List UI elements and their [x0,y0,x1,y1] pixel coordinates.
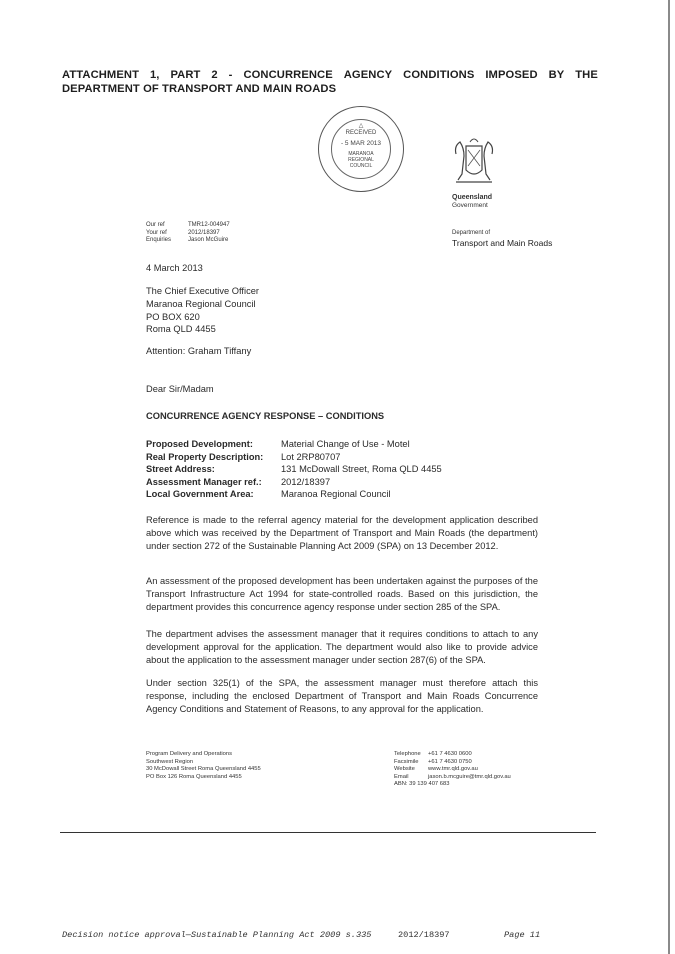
department-name: Transport and Main Roads [452,238,553,248]
stamp-triangle-icon: △ [358,123,364,129]
property-row: Street Address: 131 McDowall Street, Roma QLD 4455 [146,464,442,475]
reference-block [146,222,230,245]
recipient-address: The Chief Executive Officer Maranoa Regional Council PO BOX 620 Roma QLD 4455 [146,286,259,335]
footer-page-number: Page 11 [504,930,541,940]
property-row: Proposed Development: Material Change of Use - Motel [146,439,410,449]
paragraph-conditions: The department advises the assessment manager that it requires conditions to attach to any development approval for the application. The department would also like to provide advice about the application to the assessment manager under section 287(6) of the SPA. [146,629,538,665]
footer-title: Decision notice approval—Sustainable Planning Act 2009 s.335 [62,930,372,940]
queensland-government-wordmark: Queensland Government [452,194,493,209]
queensland-crest-icon [452,136,496,190]
property-row: Assessment Manager ref.: 2012/18397 [146,476,331,487]
stamp-label: RECEIVED [345,130,377,136]
paragraph-reference: Reference is made to the referral agency material for the development application described above which was received by the Department of Transport and Main Roads (the department) under section 272 of the Sustainable Planning Act 2009 (SPA) on 13 December 2012. [146,515,538,551]
stamp-date: - 5 MAR 2013 [340,140,382,147]
ref-row: Enquiries Jason McGuire [146,237,229,243]
contact-details: Telephone +61 7 4630 0600 Facsimile +61 7 4630 0750 Website www.tmr.qld.gov.au Email jason.b.mcguire@tmr.qld.gov.au ABN: 39 139 407 683 [394,751,511,788]
heading-line-2: DEPARTMENT OF TRANSPORT AND MAIN ROADS [62,83,337,95]
salutation: Dear Sir/Madam [146,384,214,394]
heading-line-1: ATTACHMENT 1, PART 2 - CONCURRENCE AGENCY CONDITIONS IMPOSED BY THE [62,69,598,81]
department-label: Department of [452,230,491,236]
page-edge-border [668,0,670,954]
paragraph-attach: Under section 325(1) of the SPA, the assessment manager must therefore attach this response, including the enclosed Department of Transport and Main Roads Concurrence Agency Conditions and Statement of Reasons, to any approval for the application. [146,678,538,714]
office-address: Program Delivery and Operations Southwest Region 30 McDowall Street Roma Queensland 4455 PO Box 126 Roma Queensland 4455 [146,751,261,780]
divider-rule [60,832,596,833]
ref-row: Our ref TMR12-004947 [146,222,230,228]
letter-date: 4 March 2013 [146,263,203,273]
property-row: Local Government Area: Maranoa Regional Council [146,489,391,500]
footer-ref: 2012/18397 [398,930,450,940]
subject-line: CONCURRENCE AGENCY RESPONSE – CONDITIONS [146,411,385,421]
paragraph-assessment: An assessment of the proposed development has been undertaken against the purposes of the Transport Infrastructure Act 1994 for state-controlled roads. Based on this jurisdiction, the department provides this concurrence agency response under section 285 of the SPA. [146,576,538,612]
received-stamp: △ RECEIVED - 5 MAR 2013 MARANOA REGIONAL COUNCIL [318,106,404,192]
property-row: Real Property Description: Lot 2RP80707 [146,451,341,462]
ref-row: Your ref 2012/18397 [146,229,220,236]
attention-line: Attention: Graham Tiffany [146,346,252,356]
property-details [146,438,442,501]
attachment-heading [62,68,598,96]
